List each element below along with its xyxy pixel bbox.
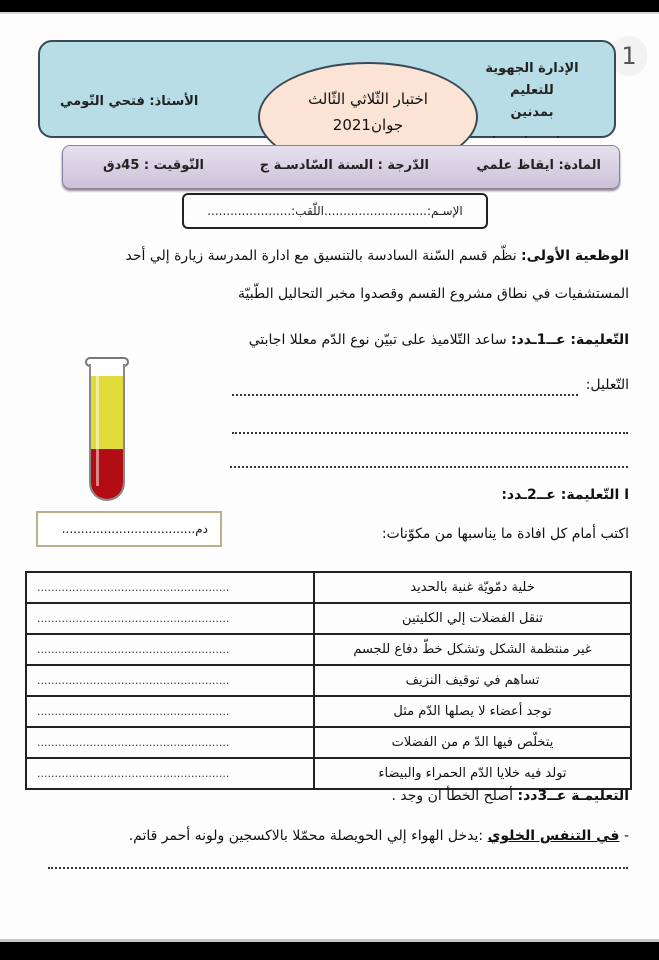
blood-type-answer-box[interactable]: دم...................................: [36, 511, 222, 547]
statement-cell: يتخلّص فيها الدّ م من الفضلات: [314, 727, 631, 758]
situation-label: الوظعية الأولى:: [521, 248, 629, 264]
table-row: [26, 758, 631, 789]
statement-cell: توجد أعضاء لا يصلها الدّم مثل: [314, 696, 631, 727]
situation-line2: المستشفيات في نطاق مشروع القسم وقصدوا مخبر التحاليل الطّبيّة: [238, 286, 629, 302]
answer-cell[interactable]: .......................................................: [26, 727, 314, 758]
table-row: [26, 572, 631, 603]
instruction3: التعليمـة عــ3دد: أصلح الخطأ ان وجد .: [391, 788, 629, 804]
institution-line1: الإدارة الجهوية للتعليم: [485, 61, 579, 98]
table-row: [26, 665, 631, 696]
answer-cell[interactable]: .......................................................: [26, 665, 314, 696]
answer-line-2[interactable]: [232, 432, 628, 434]
components-table: [25, 571, 632, 790]
answer-cell[interactable]: .......................................................: [26, 634, 314, 665]
exam-page: [0, 12, 659, 942]
correction-statement: - في التنفس الخلوي :يدخل الهواء إلي الحويصلة محمّلا بالاكسجين ولونه أحمر قاتم.: [128, 828, 629, 844]
student-name-field[interactable]: الإسـم:...........................اللّقب:......................: [182, 193, 488, 229]
situation-line1: الوظعية الأولى: نظّم قسم السّنة السادسة بالتنسيق مع ادارة المدرسة زيارة إلي أحد: [125, 248, 629, 264]
answer-cell[interactable]: .......................................................: [26, 696, 314, 727]
teacher-name: الأستاذ: فتحي التّومي: [60, 94, 199, 109]
instruction3-label: التعليمـة عــ3دد:: [517, 788, 629, 804]
info-bar: [62, 145, 620, 189]
institution-block: [462, 58, 602, 146]
statement-cell: تولد فيه خلايا الدّم الحمراء والبيضاء: [314, 758, 631, 789]
statement-cell: غير منتظمة الشكل وتشكل خطّ دفاع للجسم: [314, 634, 631, 665]
instruction1: التّعليمة: عــ1ـدد: ساعد التّلاميذ على تبيّن نوع الدّم معللا اجابتي: [248, 332, 629, 348]
instruction2-label: ا التّعليمة: عــ2ـدد:: [501, 487, 629, 503]
header-box: [38, 40, 616, 141]
institution-line3: . . .: [491, 128, 573, 141]
answer-line-3[interactable]: [230, 466, 628, 468]
answer-cell[interactable]: .......................................................: [26, 758, 314, 789]
justification-label: التّعليل:: [585, 377, 629, 393]
grade-label: الدّرجة : السنة السّادسـة ج: [259, 158, 429, 173]
duration-label: التّوقيت : 45دق: [103, 158, 205, 173]
correction-answer-line[interactable]: [48, 867, 628, 869]
institution-line2: بمدنين: [510, 105, 554, 120]
correction-topic: في التنفس الخلوي: [487, 828, 620, 844]
subject-label: المادة: ايقاظ علمي: [476, 158, 601, 173]
exam-date: جوان2021: [332, 116, 404, 134]
table-row: [26, 634, 631, 665]
statement-cell: خلية دمّويّة غنية بالحديد: [314, 572, 631, 603]
answer-cell[interactable]: .......................................................: [26, 572, 314, 603]
instruction2-text: اكتب أمام كل افادة ما يناسبها من مكوّنات:: [381, 526, 629, 542]
exam-title: اختبار الثّلاثي الثّالث: [308, 90, 428, 108]
table-row: [26, 603, 631, 634]
test-tube-illustration: [89, 364, 125, 501]
table-row: [26, 696, 631, 727]
answer-line-1[interactable]: [232, 394, 578, 396]
instruction1-label: التّعليمة: عــ1ـدد:: [511, 332, 629, 348]
answer-cell[interactable]: .......................................................: [26, 603, 314, 634]
page-number-badge: 1: [611, 36, 647, 76]
statement-cell: تساهم في توقيف النزيف: [314, 665, 631, 696]
statement-cell: تنقل الفضلات إلي الكليتين: [314, 603, 631, 634]
table-row: [26, 727, 631, 758]
